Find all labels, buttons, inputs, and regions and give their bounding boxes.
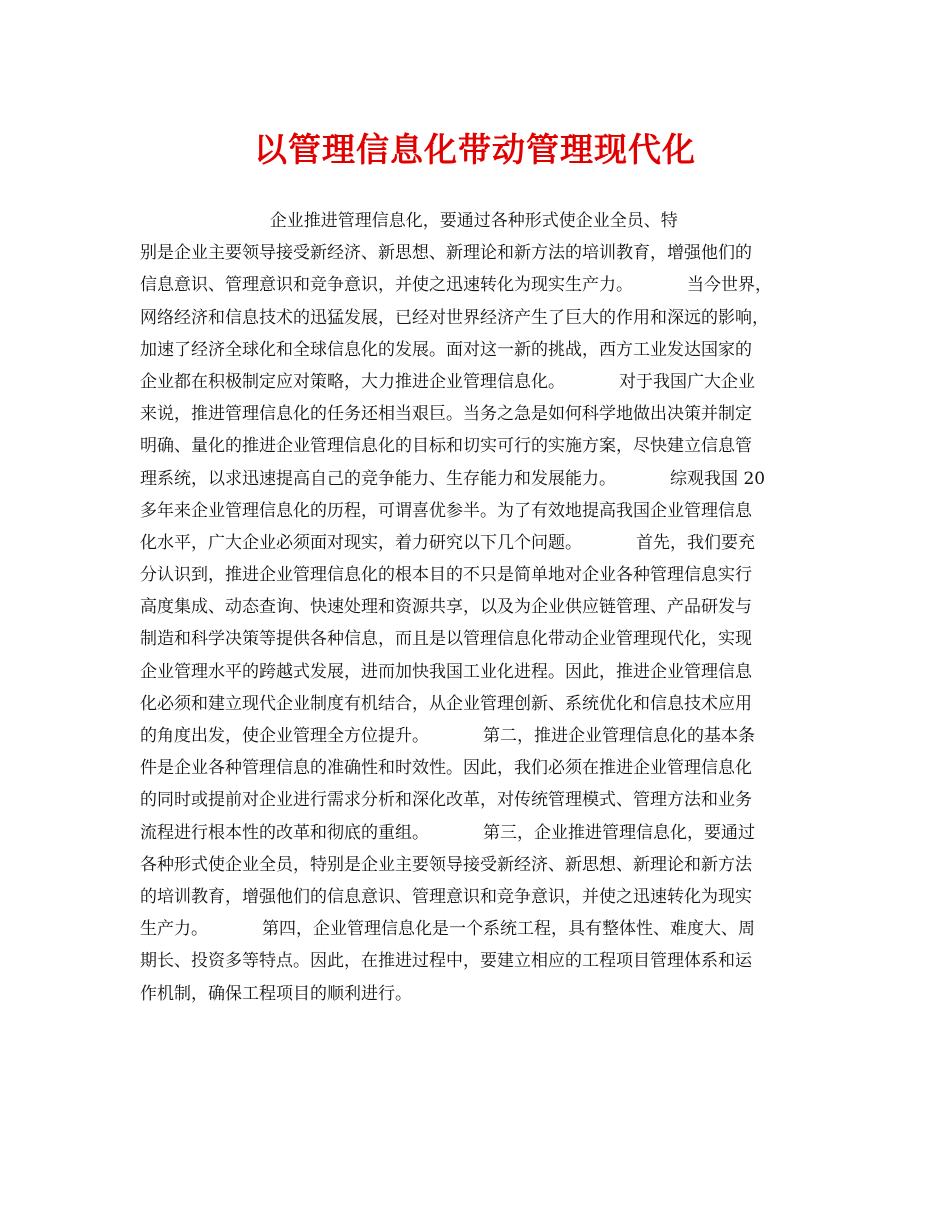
body-line: 作机制，确保工程项目的顺利进行。 — [140, 983, 412, 1004]
body-line: 理系统，以求迅速提高自己的竞争能力、生存能力和发展能力。 综观我国 20 — [140, 468, 766, 489]
body-line: 期长、投资多等特点。因此，在推进过程中，要建立相应的工程项目管理体系和运 — [140, 951, 752, 972]
body-line: 件是企业各种管理信息的准确性和时效性。因此，我们必须在推进企业管理信息化 — [140, 758, 752, 779]
document-title: 以管理信息化带动管理现代化 — [254, 130, 696, 169]
body-line: 化水平，广大企业必须面对现实，着力研究以下几个问题。 首先，我们要充 — [140, 532, 756, 553]
body-line: 制造和科学决策等提供各种信息，而且是以管理信息化带动企业管理现代化，实现 — [140, 629, 752, 650]
body-line: 各种形式使企业全员，特别是企业主要领导接受新经济、新思想、新理论和新方法 — [140, 854, 752, 875]
body-line: 企业管理水平的跨越式发展，进而加快我国工业化进程。因此，推进企业管理信息 — [140, 661, 752, 682]
body-line: 的同时或提前对企业进行需求分析和深化改革，对传统管理模式、管理方法和业务 — [140, 790, 752, 811]
body-line: 信息意识、管理意识和竞争意识，并使之迅速转化为现实生产力。 当今世界， — [140, 275, 773, 296]
body-line: 明确、量化的推进企业管理信息化的目标和切实可行的实施方案，尽快建立信息管 — [140, 436, 752, 457]
body-line: 加速了经济全球化和全球信息化的发展。面对这一新的挑战，西方工业发达国家的 — [140, 339, 752, 360]
body-line: 别是企业主要领导接受新经济、新思想、新理论和新方法的培训教育，增强他们的 — [140, 243, 752, 264]
body-line: 多年来企业管理信息化的历程，可谓喜优参半。为了有效地提高我国企业管理信息 — [140, 500, 752, 521]
body-line: 企业都在积极制定应对策略，大力推进企业管理信息化。 对于我国广大企业 — [140, 371, 756, 392]
body-line: 生产力。 第四，企业管理信息化是一个系统工程，具有整体性、难度大、周 — [140, 919, 756, 940]
body-line: 分认识到，推进企业管理信息化的根本目的不只是简单地对企业各种管理信息实行 — [140, 565, 752, 586]
body-line: 流程进行根本性的改革和彻底的重组。 第三，企业推进管理信息化，要通过 — [140, 822, 756, 843]
body-line: 网络经济和信息技术的迅猛发展，已经对世界经济产生了巨大的作用和深远的影响， — [140, 307, 769, 328]
document-body — [140, 205, 830, 1010]
body-line: 的角度出发，使企业管理全方位提升。 第二，推进企业管理信息化的基本条 — [140, 726, 756, 746]
body-line: 企业推进管理信息化，要通过各种形式使企业全员、特 — [140, 211, 678, 231]
body-line: 化必须和建立现代企业制度有机结合，从企业管理创新、系统优化和信息技术应用 — [140, 693, 752, 714]
body-line: 的培训教育，增强他们的信息意识、管理意识和竞争意识，并使之迅速转化为现实 — [140, 886, 752, 907]
body-line: 来说，推进管理信息化的任务还相当艰巨。当务之急是如何科学地做出决策并制定 — [140, 404, 752, 425]
body-line: 高度集成、动态查询、快速处理和资源共享，以及为企业供应链管理、产品研发与 — [140, 597, 752, 618]
